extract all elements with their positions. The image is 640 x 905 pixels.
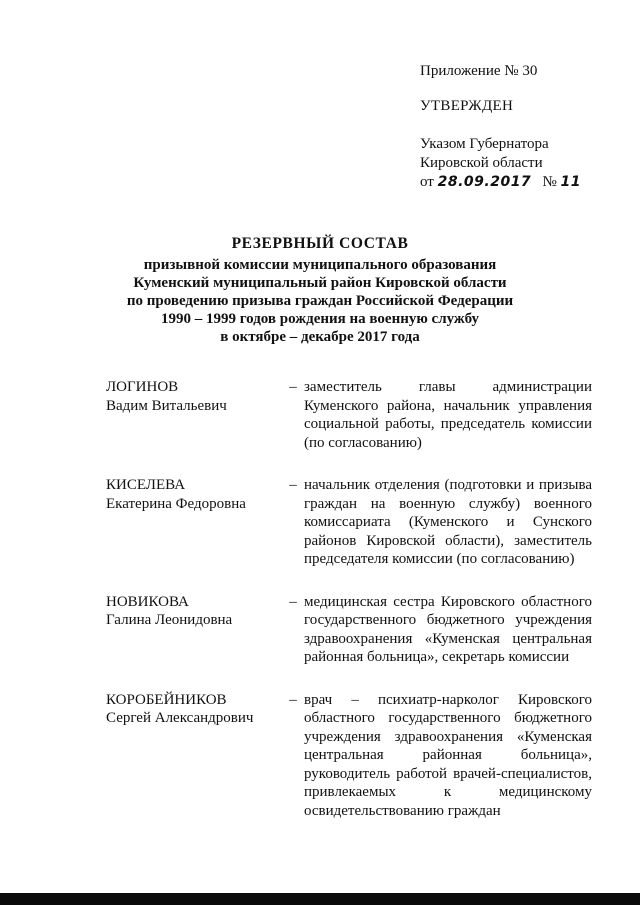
approved-stamp-text: УТВЕРЖДЕН <box>420 98 514 114</box>
handwritten-number: 11 <box>560 174 581 190</box>
decree-line-2: Кировской области <box>420 155 543 171</box>
member-given-name: Галина Леонидовна <box>106 612 233 628</box>
member-name <box>106 378 282 452</box>
title-line-2: Куменский муниципальный район Кировской области <box>133 275 507 291</box>
title-line-3: по проведению призыва граждан Российской Федерации <box>126 293 514 309</box>
date-prefix: от <box>420 174 434 190</box>
number-prefix: № <box>542 174 557 190</box>
member-role: начальник отделения (подготовки и призыва граждан на военную службу) военного комиссариата (Куменского и Сунского районов Кировской области), заместитель председателя комиссии (по согласованию) <box>304 477 592 567</box>
member-given-name: Сергей Александрович <box>106 710 254 726</box>
scan-bottom-edge <box>0 893 640 905</box>
member-surname: КИСЕЛЕВА <box>106 477 186 493</box>
title-line-4: 1990 – 1999 годов рождения на военную службу <box>160 311 480 327</box>
members-list <box>106 378 592 820</box>
member-role: медицинская сестра Кировского областного государственного бюджетного учреждения здравоохранения «Куменская центральная районная больница», секретарь комиссии <box>304 593 592 665</box>
title-line-1: призывной комиссии муниципального образования <box>143 257 497 273</box>
member-dash: – <box>289 477 297 493</box>
member-dash: – <box>289 593 297 610</box>
approval-block <box>420 62 620 192</box>
member-role: врач – психиатр-нарколог Кировского областного государственного бюджетного учреждения здравоохранения «Куменская центральная районная больница», руководитель работой врачей-специалистов, привлекаемых к медицинскому освидетельствованию граждан <box>304 691 592 819</box>
member-name <box>106 593 282 667</box>
decree-date-line <box>420 173 620 192</box>
member-given-name: Екатерина Федоровна <box>106 495 246 512</box>
member-entry <box>106 593 592 667</box>
member-surname: НОВИКОВА <box>106 593 189 610</box>
member-surname: КОРОБЕЙНИКОВ <box>106 691 227 708</box>
member-name <box>106 691 282 821</box>
member-surname: ЛОГИНОВ <box>106 379 179 395</box>
title-line-5: в октябре – декабре 2017 года <box>220 329 420 345</box>
member-entry <box>106 691 592 821</box>
member-entry <box>106 476 592 569</box>
handwritten-date: 28.09.2017 <box>437 174 532 190</box>
member-name <box>106 476 282 569</box>
member-given-name: Вадим Витальевич <box>106 397 227 414</box>
title-main: РЕЗЕРВНЫЙ СОСТАВ <box>231 235 409 252</box>
member-dash: – <box>289 691 297 708</box>
decree-line-1: Указом Губернатора <box>420 136 549 152</box>
member-dash: – <box>289 379 297 395</box>
member-role: заместитель главы администрации Куменского района, начальник управления социальной работы, председатель комиссии (по согласованию) <box>304 379 592 451</box>
member-entry <box>106 378 592 452</box>
appendix-number: Приложение № 30 <box>420 63 538 79</box>
document-title <box>100 235 540 346</box>
